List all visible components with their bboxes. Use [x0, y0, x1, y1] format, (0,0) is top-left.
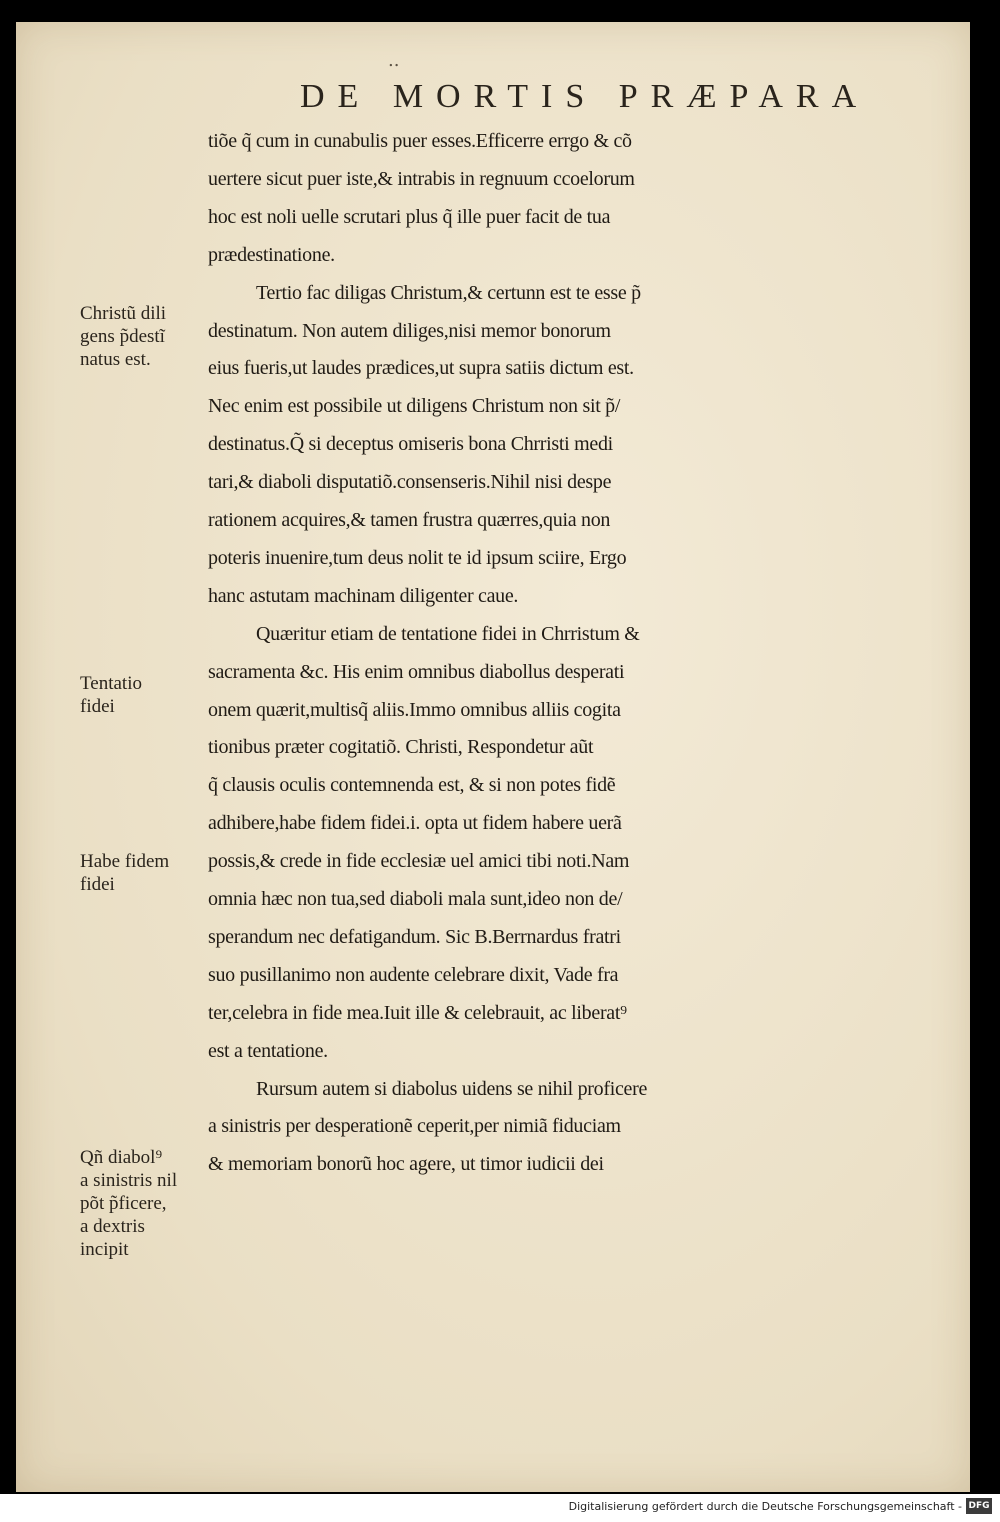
footer-bar [0, 1494, 1000, 1522]
signature-mark: .. [388, 50, 400, 71]
margin-note-line: a sinistris nil [80, 1170, 178, 1191]
margin-note-2 [80, 672, 210, 718]
margin-note-line: Qñ diabol⁹ [80, 1147, 163, 1168]
margin-note-line: Christũ dili [80, 303, 167, 324]
margin-note-line: Habe fidem [80, 851, 170, 872]
margin-note-line: gens p̃destĩ [80, 326, 165, 347]
text-line: tionibus præter cogitatiõ. Christi, Respondetur aũt [208, 736, 594, 759]
text-line: onem quærit,multisq̃ aliis.Immo omnibus alliis cogita [208, 698, 621, 721]
margin-note-line: natus est. [80, 349, 151, 370]
margin-note-line: Tentatio [80, 673, 142, 694]
text-line: Nec enim est possibile ut diligens Christum non sit p̃/ [208, 395, 621, 418]
text-line: omnia hæc non tua,sed diaboli mala sunt,ideo non de/ [208, 888, 623, 910]
dfg-logo: DFG [966, 1498, 992, 1514]
margin-note-line: incipit [80, 1239, 129, 1260]
margin-note-4 [80, 1146, 210, 1261]
margin-note-line: fidei [80, 696, 115, 717]
margin-note-3 [80, 850, 210, 896]
text-line: possis,& crede in fide ecclesiæ uel amici tibi noti.Nam [208, 850, 630, 873]
text-line: prædestinatione. [208, 243, 335, 266]
text-line: & memoriam bonorũ hoc agere, ut timor iudicii dei [208, 1153, 604, 1176]
text-line: est a tentatione. [208, 1039, 328, 1062]
text-line: ter,celebra in fide mea.Iuit ille & celebrauit, ac liberat⁹ [208, 1001, 627, 1024]
text-line: uertere sicut puer iste,& intrabis in regnuum ccoelorum [208, 167, 635, 190]
text-line: poteris inuenire,tum deus nolit te id ipsum sciire, Ergo [208, 546, 627, 569]
margin-note-line: fidei [80, 874, 115, 895]
text-line: adhibere,habe fidem fidei.i. opta ut fidem habere uerã [208, 812, 622, 835]
text-line: tari,& diaboli disputatiõ.consenseris.Nihil nisi despe [208, 471, 612, 494]
text-line: Tertio fac diligas Christum,& certunn est te esse p̃ [256, 281, 641, 304]
text-line: rationem acquires,& tamen frustra quærres,quia non [208, 509, 611, 531]
text-line: destinatus.Q̃ si deceptus omiseris bona Chrristi medi [208, 433, 613, 456]
text-line: hoc est noli uelle scrutari plus q̃ ille puer facit de tua [208, 205, 611, 228]
text-line: suo pusillanimo non audente celebrare dixit, Vade fra [208, 963, 619, 986]
text-line: sacramenta &c. His enim omnibus diabollus desperati [208, 660, 625, 683]
text-line: tiõe q̃ cum in cunabulis puer esses.Efficerre errgo & cõ [208, 130, 632, 152]
text-line: a sinistris per desperationẽ ceperit,per nimiã fiduciam [208, 1115, 621, 1138]
margin-note-line: a dextris [80, 1216, 145, 1237]
text-line: Quæritur etiam de tentatione fidei in Chrristum & [256, 622, 640, 645]
text-line: q̃ clausis oculis contemnenda est, & si non potes fidẽ [208, 774, 616, 797]
running-title: DE MORTIS PRÆPARA [300, 78, 870, 115]
text-line: Rursum autem si diabolus uidens se nihil proficere [256, 1077, 648, 1100]
text-line: hanc astutam machinam diligenter caue. [208, 584, 519, 607]
margin-note-line: põt p̃ficere, [80, 1193, 167, 1214]
text-line: eius fueris,ut laudes prædices,ut supra satiis dictum est. [208, 357, 634, 380]
margin-note-1 [80, 302, 210, 371]
footer-credit: Digitalisierung gefördert durch die Deutsche Forschungsgemeinschaft - [568, 1500, 962, 1513]
text-line: sperandum nec defatigandum. Sic B.Berrnardus fratri [208, 925, 621, 948]
text-line: destinatum. Non autem diliges,nisi memor bonorum [208, 319, 611, 342]
